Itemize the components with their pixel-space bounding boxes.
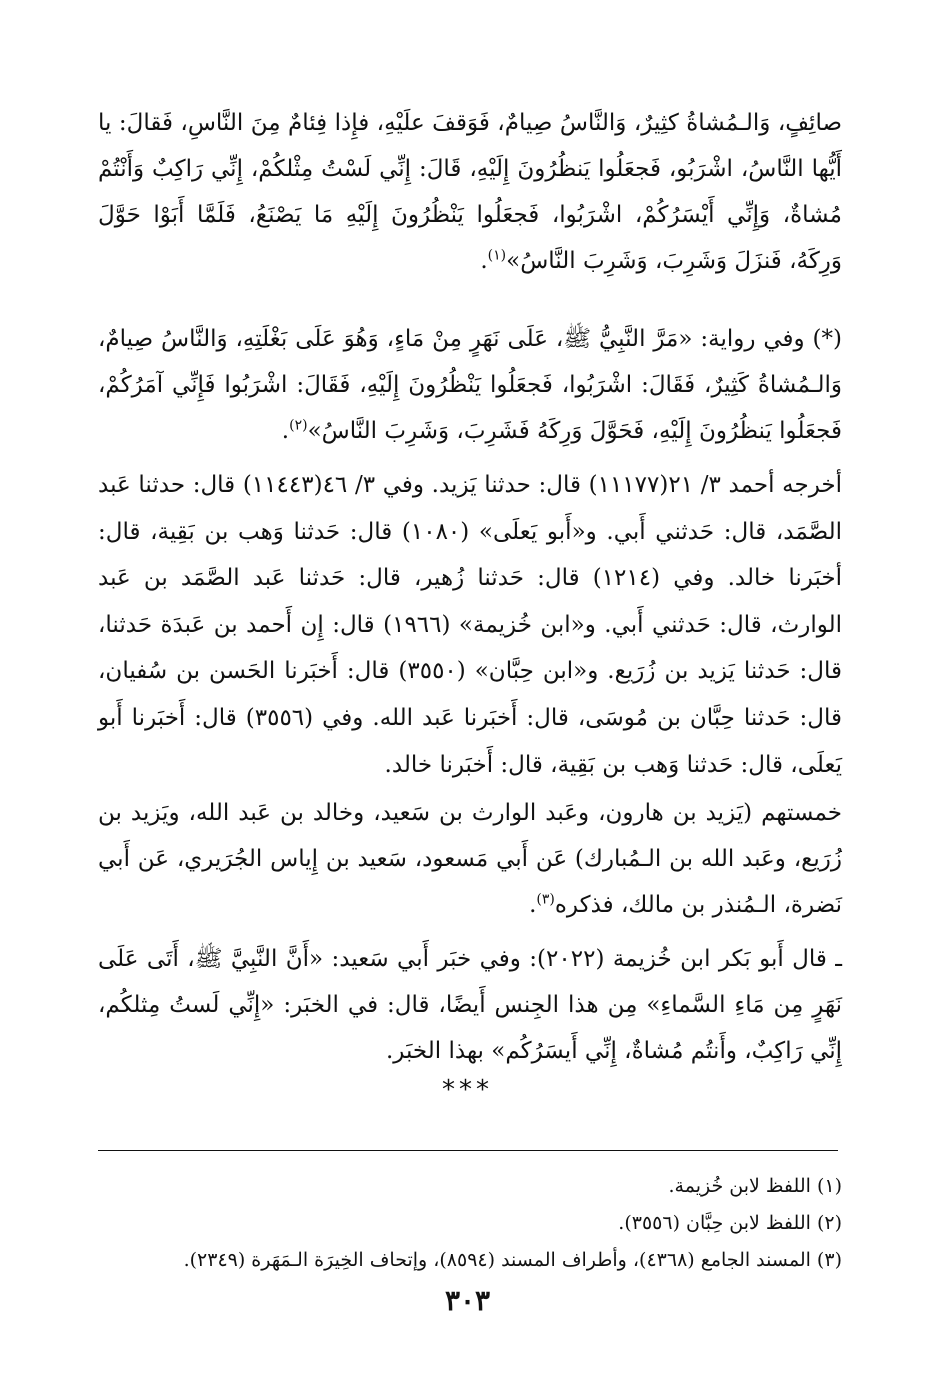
hadith-text: صائِفٍ، وَالـمُشاةُ كثِيرٌ، وَالنَّاسُ صِيامٌ، فَوَقفَ علَيْهِ، فإِذا فِئامٌ مِنَ النَّاسِ، فَقالَ: يا أَيُّها النَّاسُ، اشْرَبُو، فَجعَلُوا يَنظُرُونَ إِلَيْهِ، قَالَ: إِنِّي لَسْتُ مِثْلكُمْ، إِنِّي رَاكِبٌ وَأَنْتُمْ مُشاةٌ، وَإِنِّي أَيْسَرُكُمْ، اشْرَبُوا، فَجعَلُوا يَنْظُرُونَ إِلَيْهِ مَا يَصْنَعُ، فَلَمَّا أَبَوْا حَوَّلَ وَرِكَهُ، فَنزَلَ وَشَرِبَ، وَشَرِبَ النَّاسُ»: [98, 110, 842, 274]
footnote-2: (٢) اللفظ لابن حِبَّان (٣٥٥٦).: [618, 1212, 842, 1234]
footnote-ref-1: (١): [487, 247, 507, 264]
paragraph-ibn-khuzayma: [98, 936, 842, 1074]
paragraph-isnad: خمستهم (يَزيد بن هارون، وعَبد الوارث بن سَعيد، وخالد بن عَبد الله، ويَزيد بن زُرَيع، وعَبد الله بن الـمُبارك) عَن أَبي مَسعود، سَعيد بن إِياس الجُرَيري، عَن أَبي نَضرة، الـمُنذر بن مالك، فذكره$^{(٣)}$.: [98, 800, 842, 918]
isnad-text: خمستهم (يَزيد بن هارون، وعَبد الوارث بن سَعيد، وخالد بن عَبد الله، ويَزيد بن زُرَيع، وعَبد الله بن الـمُبارك) عَن أَبي مَسعود، سَعيد بن إِياس الجُرَيري، عَن أَبي نَضرة، الـمُنذر بن مالك، فذكره: [98, 800, 842, 918]
ibn-khuzayma-text: ـ قال أَبو بَكر ابن خُزيمة (٢٠٢٢): وفي خبَر أَبي سَعيد: «أَنَّ النَّبِيَّ ﷺ، أَتَى عَلَى نَهَرٍ مِن مَاءِ السَّماءِ» مِن هذا الجِنس أَيضًا، قال: في الخبَر: «إِنِّي لَستُ مِثلكُم، إِنِّي رَاكِبٌ، وأَنتُم مُشاةٌ، إِنِّي أَيسَرُكُم» بهذا الخبَر.: [98, 946, 842, 1064]
footnote-ref-2: (٢): [289, 417, 308, 434]
footnote-ref-3: (٣): [536, 891, 555, 908]
paragraph-hadith-text: صائِفٍ، وَالـمُشاةُ كثِيرٌ، وَالنَّاسُ صِيامٌ، فَوَقفَ علَيْهِ، فإِذا فِئامٌ مِنَ النَّاسِ، فَقالَ: يا أَيُّها النَّاسُ، اشْرَبُو، فَجعَلُوا يَنظُرُونَ إِلَيْهِ، قَالَ: إِنِّي لَسْتُ مِثْلكُمْ، إِنِّي رَاكِبٌ وَأَنْتُمْ مُشاةٌ، وَإِنِّي أَيْسَرُكُمْ، اشْرَبُوا، فَجعَلُوا يَنْظُرُونَ إِلَيْهِ مَا يَصْنَعُ، فَلَمَّا أَبَوْا حَوَّلَ وَرِكَهُ، فَنزَلَ وَشَرِبَ، وَشَرِبَ النَّاسُ»$^{(١)}$.: [98, 110, 842, 274]
footnotes: [98, 1168, 842, 1279]
section-separator: ***: [442, 1075, 493, 1105]
footnote-1: (١) اللفظ لابن خُزيمة.: [668, 1175, 842, 1197]
footnote-divider: [98, 1150, 838, 1151]
paragraph-riwaya: (*) وفي رواية: «مَرَّ النَّبِيُّ ﷺ، عَلَى نَهَرٍ مِنْ مَاءٍ، وَهُوَ عَلَى بَغْلَتِهِ، وَالنَّاسُ صِيامٌ، وَالـمُشاةُ كَثِيرٌ، فَقَالَ: اشْرَبُوا، فَجعَلُوا يَنْظُرُونَ إِلَيْهِ، فَقَالَ: اشْرَبُوا فَإِنِّي آمَرُكُمْ، فَجعَلُوا يَنظُرُونَ إِلَيْهِ، فَحَوَّلَ وَرِكَهُ فَشَرِبَ، وَشَرِبَ النَّاسُ»$^{(٢)}$.: [98, 326, 842, 444]
riwaya-text: (*) وفي رواية: «مَرَّ النَّبِيُّ ﷺ، عَلَى نَهَرٍ مِنْ مَاءٍ، وَهُوَ عَلَى بَغْلَتِهِ، وَالنَّاسُ صِيامٌ، وَالـمُشاةُ كَثِيرٌ، فَقَالَ: اشْرَبُوا، فَجعَلُوا يَنْظُرُونَ إِلَيْهِ، فَقَالَ: اشْرَبُوا فَإِنِّي آمَرُكُمْ، فَجعَلُوا يَنظُرُونَ إِلَيْهِ، فَحَوَّلَ وَرِكَهُ فَشَرِبَ، وَشَرِبَ النَّاسُ»: [98, 326, 842, 444]
paragraph-takhrij: [98, 462, 842, 788]
takhrij-text: أخرجه أحمد ٣/ ٢١(١١١٧٧) قال: حدثنا يَزيد. وفي ٣/ ٤٦(١١٤٤٣) قال: حدثنا عَبد الصَّمَد، قال: حَدثني أَبي. و«أَبو يَعلَى» (١٠٨٠) قال: حَدثنا وَهب بن بَقِية، قال: أخبَرنا خالد. وفي (١٢١٤) قال: حَدثنا زُهير، قال: حَدثنا عَبد الصَّمَد بن عَبد الوارث، قال: حَدثني أَبي. و«ابن خُزيمة» (١٩٦٦) قال: إِن أَحمد بن عَبدَة حَدثنا، قال: حَدثنا يَزيد بن زُرَيع. و«ابن حِبَّان» (٣٥٥٠) قال: أَخبَرنا الحَسن بن سُفيان، قال: حَدثنا حِبَّان بن مُوسَى، قال: أَخبَرنا عَبد الله. وفي (٣٥٥٦) قال: أَخبَرنا أَبو يَعلَى، قال: حَدثنا وَهب بن بَقِية، قال: أَخبَرنا خالد.: [98, 472, 843, 778]
footnote-3: (٣) المسند الجامع (٤٣٦٨)، وأطراف المسند (٨٥٩٤)، وإتحاف الخِيرَة الـمَهَرة (٢٣٤٩).: [183, 1249, 842, 1271]
page-number: ٣٠٣: [444, 1284, 491, 1317]
